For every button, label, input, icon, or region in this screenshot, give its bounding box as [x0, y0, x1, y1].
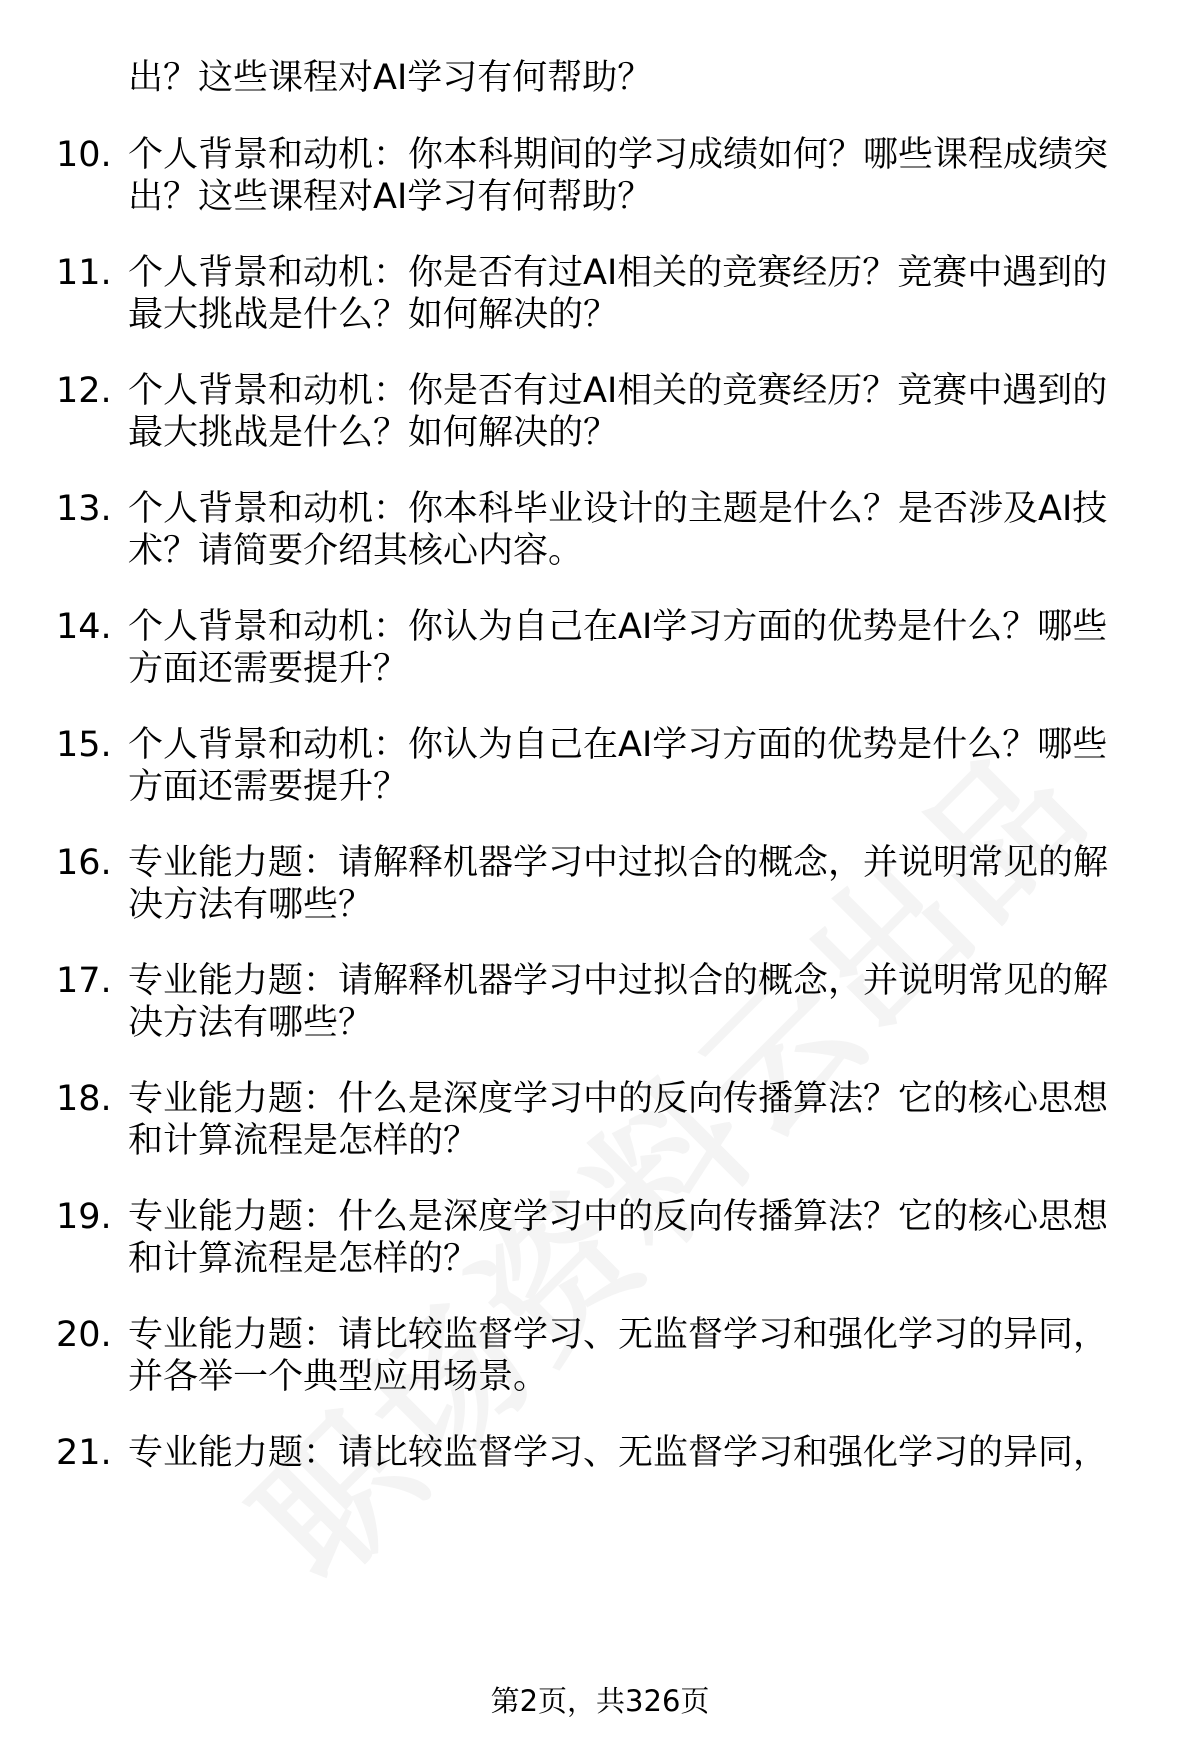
item-number: 14. [56, 607, 112, 647]
item-number: 16. [56, 843, 112, 883]
item-text-line: 最大挑战是什么？如何解决的？ [128, 295, 619, 335]
item-number: 17. [56, 961, 112, 1001]
item-number: 10. [56, 135, 112, 175]
item-text-line: 并各举一个典型应用场景。 [128, 1357, 549, 1397]
item-text-line: 专业能力题：什么是深度学习中的反向传播算法？它的核心思想 [128, 1197, 1109, 1237]
item-text-line: 术？请简要介绍其核心内容。 [128, 531, 584, 571]
item-text-line: 个人背景和动机：你本科毕业设计的主题是什么？是否涉及AI技 [128, 489, 1108, 529]
item-text-line: 专业能力题：请解释机器学习中过拟合的概念，并说明常见的解 [128, 843, 1109, 883]
item-text-line: 个人背景和动机：你是否有过AI相关的竞赛经历？竞赛中遇到的 [128, 253, 1108, 293]
item-number: 15. [56, 725, 112, 765]
item-text-line: 和计算流程是怎样的？ [128, 1239, 479, 1279]
item-text-line: 专业能力题：什么是深度学习中的反向传播算法？它的核心思想 [128, 1079, 1109, 1119]
item-text-line: 专业能力题：请比较监督学习、无监督学习和强化学习的异同， [128, 1315, 1109, 1355]
continuation-line: 出？这些课程对AI学习有何帮助？ [128, 58, 653, 98]
item-number: 20. [56, 1315, 112, 1355]
item-number: 12. [56, 371, 112, 411]
item-text-line: 个人背景和动机：你是否有过AI相关的竞赛经历？竞赛中遇到的 [128, 371, 1108, 411]
page-footer: 第2页，共326页 [490, 1684, 710, 1718]
item-number: 11. [56, 253, 112, 293]
item-number: 21. [56, 1433, 112, 1473]
item-text-line: 方面还需要提升？ [128, 767, 409, 807]
item-text-line: 专业能力题：请解释机器学习中过拟合的概念，并说明常见的解 [128, 961, 1109, 1001]
item-text-line: 和计算流程是怎样的？ [128, 1121, 479, 1161]
item-text-line: 决方法有哪些？ [128, 1003, 374, 1043]
item-number: 13. [56, 489, 112, 529]
item-text-line: 决方法有哪些？ [128, 885, 374, 925]
item-text-line: 个人背景和动机：你本科期间的学习成绩如何？哪些课程成绩突 [128, 135, 1109, 175]
item-number: 19. [56, 1197, 112, 1237]
item-number: 18. [56, 1079, 112, 1119]
item-text-line: 个人背景和动机：你认为自己在AI学习方面的优势是什么？哪些 [128, 725, 1108, 765]
item-text-line: 个人背景和动机：你认为自己在AI学习方面的优势是什么？哪些 [128, 607, 1108, 647]
item-text-line: 最大挑战是什么？如何解决的？ [128, 413, 619, 453]
item-text-line: 方面还需要提升？ [128, 649, 409, 689]
item-text-line: 出？这些课程对AI学习有何帮助？ [128, 177, 653, 217]
item-text-line: 专业能力题：请比较监督学习、无监督学习和强化学习的异同， [128, 1433, 1109, 1473]
